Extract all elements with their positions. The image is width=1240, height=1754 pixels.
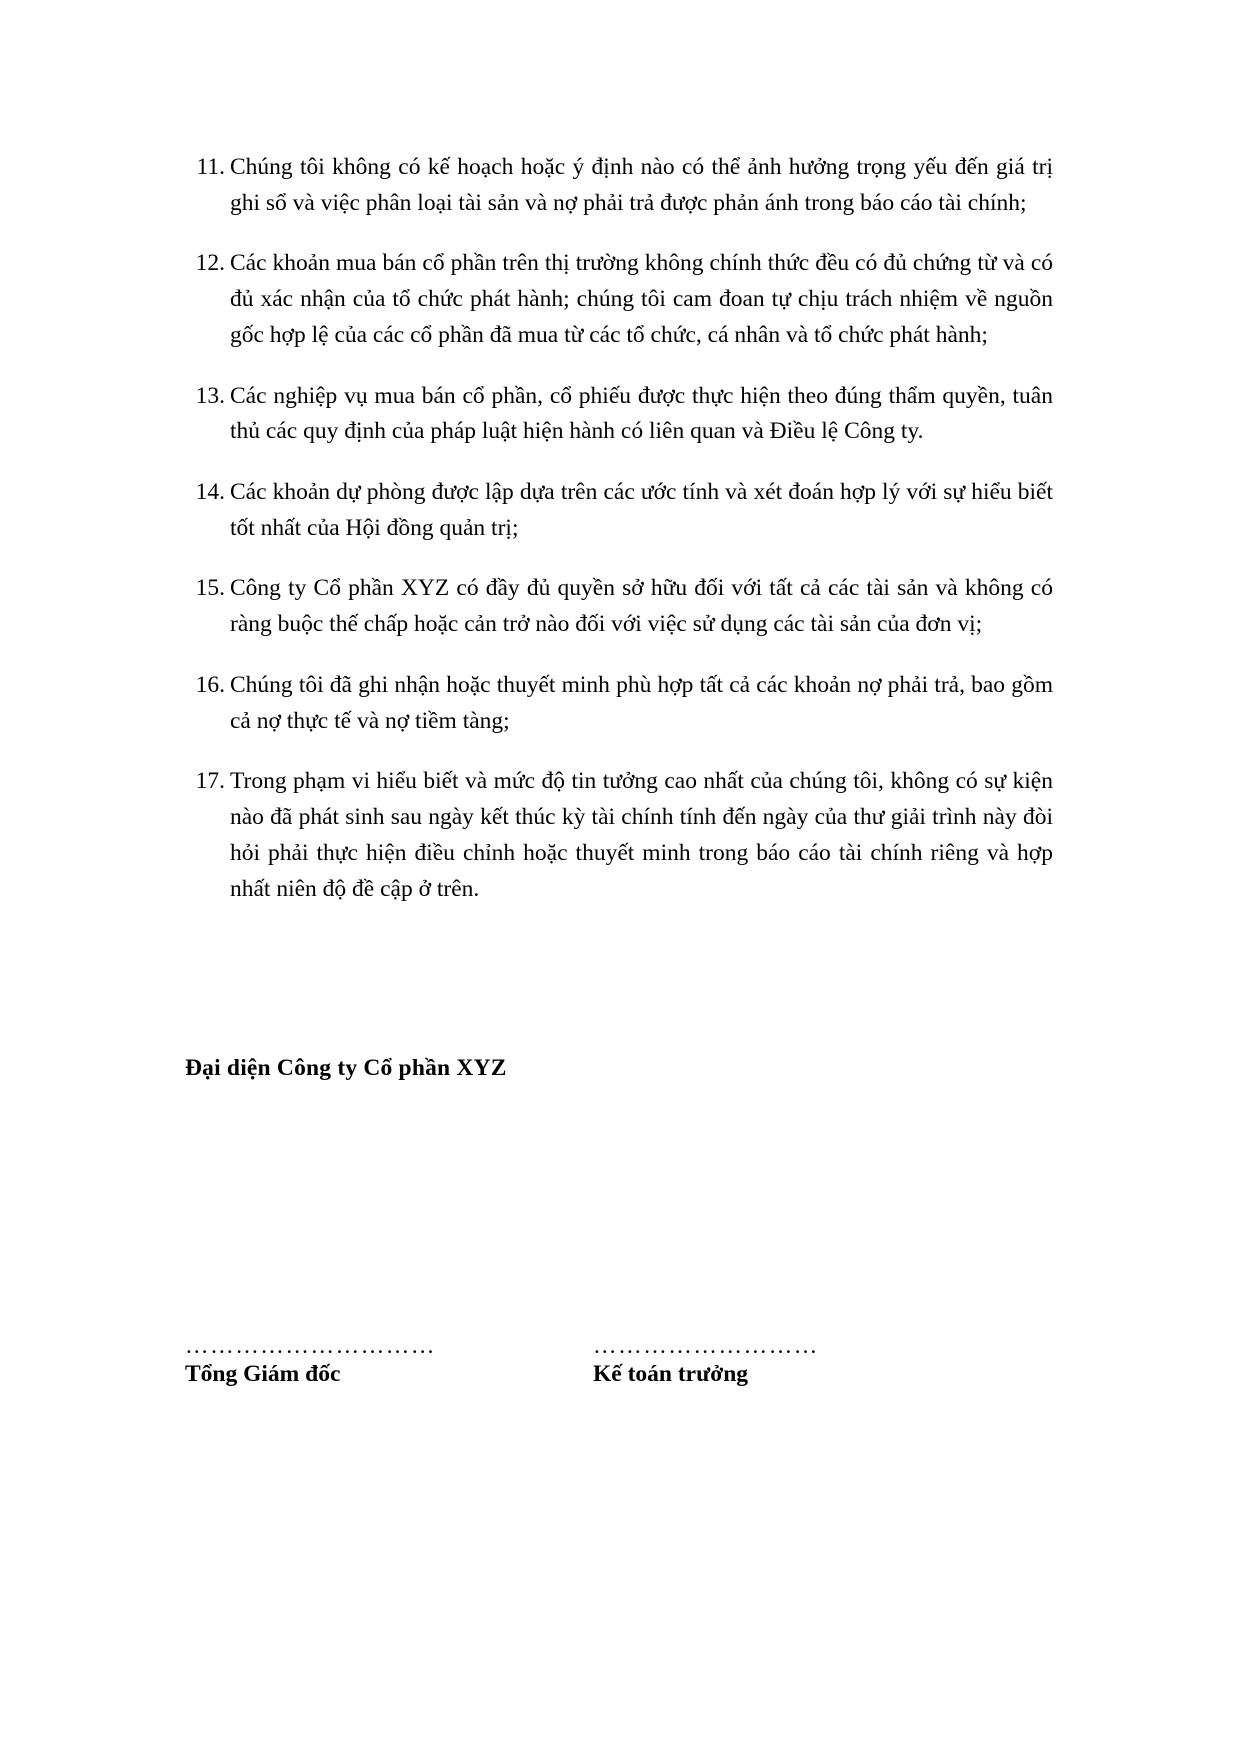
clause-number: 11. — [196, 154, 225, 180]
clause-item — [185, 379, 1053, 450]
clause-item — [185, 246, 1053, 353]
signature-block-chief-accountant — [593, 1335, 819, 1388]
clause-text: Chúng tôi không có kế hoạch hoặc ý định nào có thể ảnh hưởng trọng yếu đến giá trị ghi sổ và việc phân loại tài sản và nợ phải trả được phản ánh trong báo cáo tài chính; — [230, 154, 1053, 216]
clause-number: 12. — [195, 250, 225, 277]
clause-number: 16. — [195, 671, 225, 698]
clause-text: Các khoản mua bán cổ phần trên thị trường không chính thức đều có đủ chứng từ và có đủ xác nhận của tổ chức phát hành; chúng tôi cam đoan tự chịu trách nhiệm về nguồn gốc hợp lệ của các cổ phần đã mua từ các tổ chức, cá nhân và tổ chức phát hành; — [230, 250, 1053, 348]
clause-list-container — [185, 150, 1053, 907]
clause-number: 13. — [195, 382, 225, 409]
signer-heading: Đại diện Công ty Cổ phần XYZ — [185, 1055, 507, 1081]
clause-list — [185, 150, 1053, 907]
clause-item — [185, 150, 1053, 221]
clause-text: Các nghiệp vụ mua bán cổ phần, cổ phiếu được thực hiện theo đúng thẩm quyền, tuân thủ các quy định của pháp luật hiện hành có liên quan và Điều lệ Công ty. — [230, 382, 1053, 445]
clause-number: 17. — [195, 768, 225, 795]
signature-title: Tổng Giám đốc — [185, 1361, 341, 1387]
clause-text: Công ty Cổ phần XYZ có đầy đủ quyền sở hữu đối với tất cả các tài sản và không có ràng buộc thế chấp hoặc cản trở nào đối với việc sử dụng các tài sản của đơn vị; — [230, 575, 1053, 638]
clause-number: 14. — [195, 479, 225, 506]
clause-text: Các khoản dự phòng được lập dựa trên các ước tính và xét đoán hợp lý với sự hiểu biết tốt nhất của Hội đồng quản trị; — [230, 479, 1053, 541]
clause-item — [185, 764, 1053, 907]
signature-dotted-line: ………………………… — [185, 1335, 436, 1357]
signature-block-director — [185, 1335, 436, 1388]
signature-dotted-line: ……………………… — [593, 1335, 819, 1357]
clause-item — [185, 668, 1053, 739]
signature-title: Kế toán trưởng — [593, 1361, 749, 1387]
clause-text: Chúng tôi đã ghi nhận hoặc thuyết minh phù hợp tất cả các khoản nợ phải trả, bao gồm cả nợ thực tế và nợ tiềm tàng; — [230, 671, 1053, 734]
clause-item — [185, 571, 1053, 642]
clause-number: 15. — [195, 575, 225, 602]
clause-item — [185, 475, 1053, 546]
clause-text: Trong phạm vi hiểu biết và mức độ tin tưởng cao nhất của chúng tôi, không có sự kiện nào đã phát sinh sau ngày kết thúc kỳ tài chính tính đến ngày của thư giải trình này đòi hỏi phải thực hiện điều chỉnh hoặc thuyết minh trong báo cáo tài chính riêng và hợp nhất niên độ đề cập ở trên. — [230, 768, 1053, 902]
